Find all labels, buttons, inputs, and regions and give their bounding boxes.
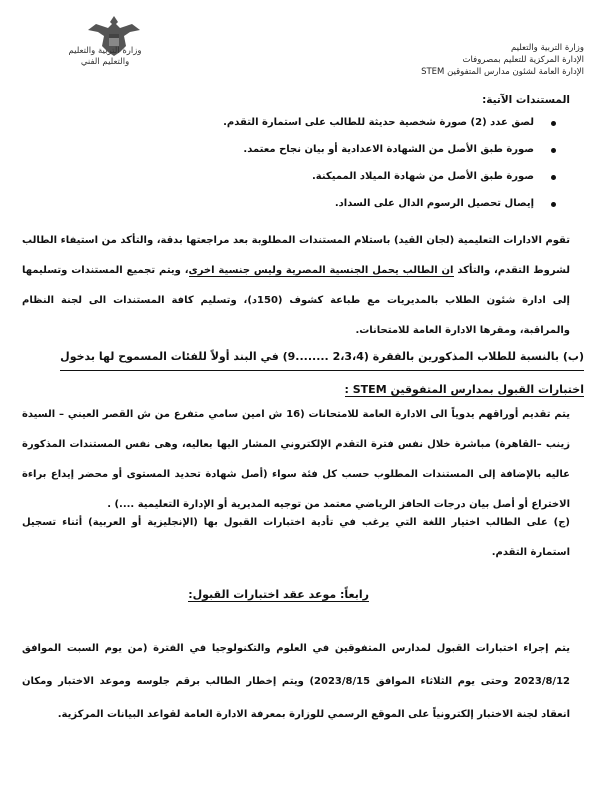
nationality-condition: ان الطالب يحمل الجنسية المصرية وليس جنسية اخرى	[188, 265, 454, 276]
ministry-header	[334, 42, 584, 78]
bullet-icon	[551, 121, 556, 126]
bullet-icon	[551, 148, 556, 153]
section-b-heading: (ب) بالنسبة للطلاب المذكورين بالفقرة (2،3،4 ........9) في البند أولاً للفئات المسموح لها بدخول اختبارات القبول بمدارس المتفوقين STEM :	[14, 344, 584, 403]
exam-dates-paragraph: يتم إجراء اختبارات القبول لمدارس المتفوقين في العلوم والتكنولوجيا في الفترة (من يوم السبت الموافق 2023/8/12 وحتى يوم الثلاثاء الموافق 2023/8/15) ويتم إخطار الطالب برقم جلوسه وموعد الاختبار ومكان انعقاد لجنة الاختبار إلكترونياً على الموقع الرسمي للوزارة بمعرفة الادارة العامة لقواعد البيانات المركزية.	[22, 643, 570, 720]
list-item: إيصال تحصيل الرسوم الدال على السداد.	[76, 198, 556, 225]
list-item: لصق عدد (2) صورة شخصية حديثة للطالب على استمارة التقدم.	[76, 117, 556, 144]
list-item: صورة طبق الأصل من الشهادة الاعدادية أو بيان نجاح معتمد.	[76, 144, 556, 171]
documents-list	[76, 117, 556, 225]
section-c-paragraph: (ج) على الطالب اختيار اللغة التي يرغب في تأدية اختبارات القبول بها (الإنجليزية أو العربية) أثناء تسجيل استمارة التقدم.	[22, 517, 570, 558]
bullet-icon	[551, 175, 556, 180]
manual-submission-paragraph: يتم تقديم أوراقهم يدوياً الى الادارة العامة للامتحانات (16 ش امين سامي متفرع من ش القصر العيني – السيدة زينب –القاهرة) مباشرة خلال نفس فترة التقدم الإلكتروني المشار اليها بعاليه، وهى نفس المستندات المذكورة عاليه بالإضافة إلى المستندات المطلوب حسب كل فئة سواء (أصل شهادة تحديد المستوى أو محضر إيداع براءة الاختراع أو أصل بيان درجات الحافز الرياضي معتمد من توجيه المديرية أو الإدارة التعليمية ....) .	[22, 409, 571, 510]
documents-heading: المستندات الآتية:	[482, 94, 570, 106]
section-4-heading: رابعاً: موعد عقد اختبارات القبول:	[188, 588, 369, 601]
list-item: صورة طبق الأصل من شهادة الميلاد المميكنة.	[76, 171, 556, 198]
submission-paragraph: تقوم الادارات التعليمية (لجان القيد) باستلام المستندات المطلوبة بعد مراجعتها بدقة، والتأكد من استيفاء الطالب لشروط التقدم، والتأكد ان الطالب يحمل الجنسية المصرية وليس جنسية اخرى، ويتم تجميع المستندات وتسليمها إلى ادارة شئون الطلاب بالمديريات مع طباعة كشوف (150د)، وتسليم كافة المستندات الى لجنة النظام والمراقبة، ومقرها الادارة العامة للامتحانات.	[22, 235, 571, 336]
logo-calligraphy: وزارة التربية والتعليم والتعليم الفني	[68, 46, 142, 67]
header-line-ministry: وزارة التربية والتعليم	[511, 43, 584, 53]
header-line-central-admin: الإدارة المركزية للتعليم بمصروفات	[462, 55, 584, 65]
header-line-general-admin: الإدارة العامة لشئون مدارس المتفوقين STEM	[421, 67, 584, 77]
bullet-icon	[551, 202, 556, 207]
